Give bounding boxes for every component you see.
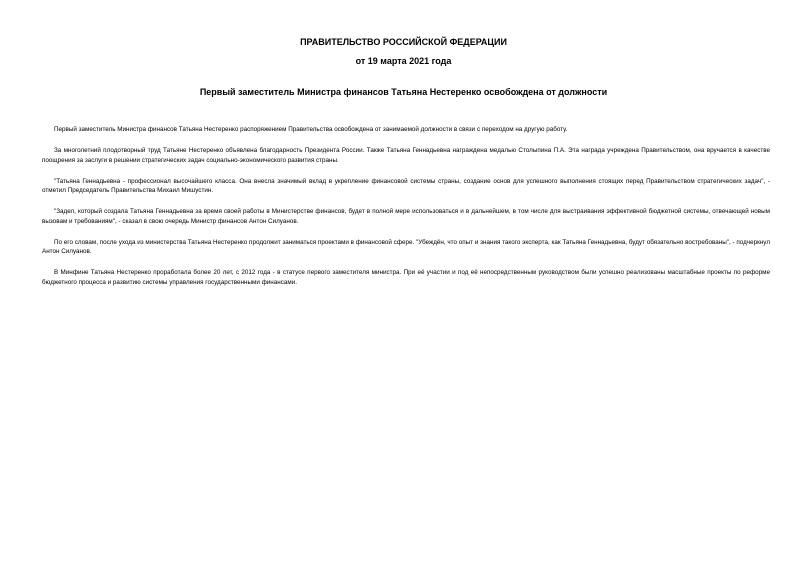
paragraph: "Задел, который создала Татьяна Геннадьевна за время своей работы в Министерстве финансов, будет в полной мере использоваться и в дальнейшем, в том числе для выстраивания эффективной бюджетной системы, отвечающей новым вызовам и требованиям", - сказал в свою очередь Министр финансов Антон Силуанов.: [42, 208, 770, 225]
paragraph: "Татьяна Геннадьевна - профессионал высочайшего класса. Она внесла значимый вклад в укрепление финансовой системы страны, создание основ для успешного выполнения стоящих перед Правительством стратегических задач", - отметил Председатель Правительства Михаил Мишустин.: [42, 177, 770, 194]
government-heading: ПРАВИТЕЛЬСТВО РОССИЙСКОЙ ФЕДЕРАЦИИ: [300, 37, 507, 47]
paragraph: В Минфине Татьяна Нестеренко проработала более 20 лет, с 2012 года - в статусе первого заместителя министра. При её участии и под её непосредственным руководством были успешно реализованы масштабные проекты по реформе бюджетного процесса и развитию системы управления государственными финансами.: [42, 269, 770, 286]
paragraph: За многолетний плодотворный труд Татьяне Нестеренко объявлена благодарность Президента России. Также Татьяна Геннадьевна награждена медалью Столыпина П.А. Эта награда учреждена Правительством, она вручается в качестве поощрения за заслуги в решении стратегических задач социально-экономического развития страны.: [42, 147, 770, 164]
document-body: [42, 125, 770, 299]
document-title: Первый заместитель Министра финансов Татьяна Нестеренко освобождена от должности: [199, 87, 608, 97]
paragraph: Первый заместитель Министра финансов Татьяна Нестеренко распоряжением Правительства освобождена от занимаемой должности в связи с переходом на другую работу.: [54, 126, 568, 133]
document-date: от 19 марта 2021 года: [355, 56, 452, 66]
paragraph: По его словам, после ухода из министерства Татьяна Нестеренко продолжит заниматься проектами в финансовой сфере. "Убеждён, что опыт и знания такого эксперта, как Татьяна Геннадьевна, будут обязательно востребованы", - подчеркнул Антон Силуанов.: [42, 238, 770, 255]
